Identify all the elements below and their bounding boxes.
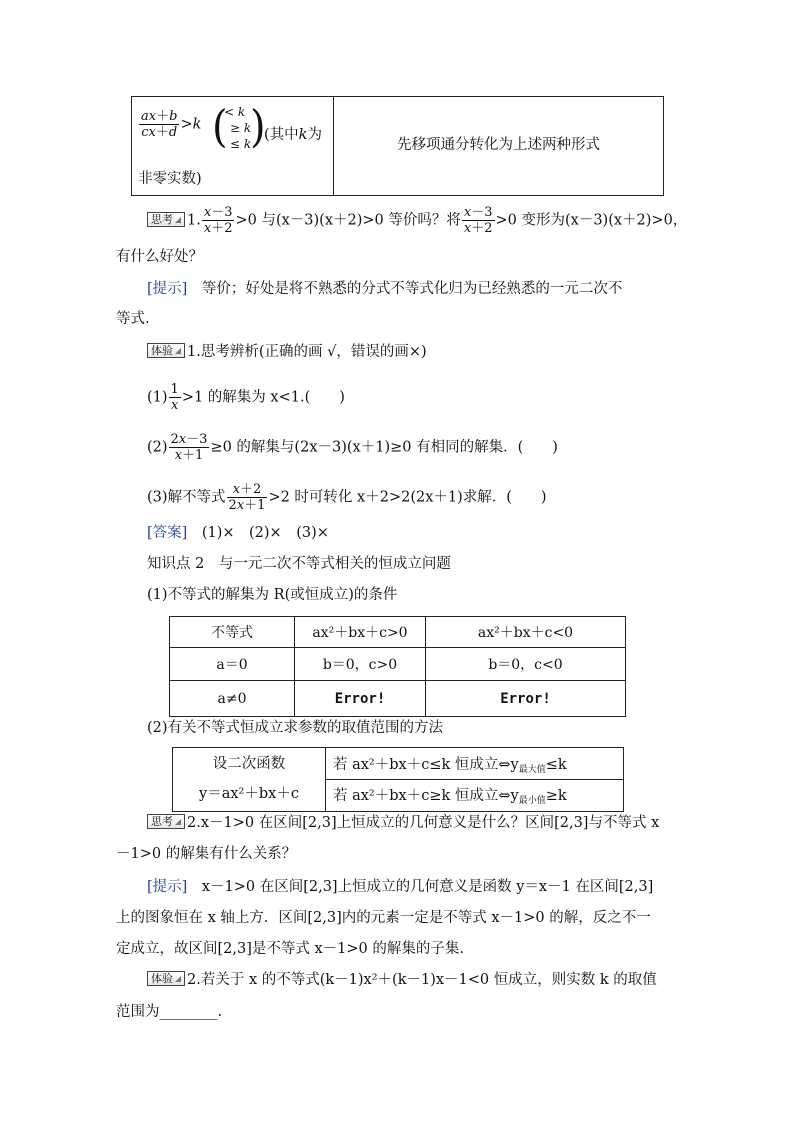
method-r1-pre: 若 ax²＋bx＋c≤k 恒成立⇔y <box>333 757 519 773</box>
exp2-line2: 范围为________. <box>116 1004 223 1020</box>
hint2-line1 <box>147 877 653 897</box>
cond-header-2: ax²＋bx＋c<0 <box>426 617 626 648</box>
experience2-tag: 体验 <box>147 971 185 986</box>
fraction-inequality: $\frac{ax+b}{cx+d}$ >k <box>141 109 202 140</box>
hint1-line1 <box>147 279 622 299</box>
think2-text1: 2.x－1>0 在区间[2,3]上恒成立的几何意义是什么？区间[2,3]与不等式 x <box>187 815 660 831</box>
cond-cell-1-1: Error! <box>295 681 426 717</box>
fraction-ax-b-cx-d: $\frac{ax+b}{cx+d}$ <box>141 109 178 140</box>
exp1-title <box>147 342 427 362</box>
hint-label: [提示] <box>147 281 188 297</box>
cond-cell-0-2: b＝0，c<0 <box>426 648 626 681</box>
think2-tag: 思考 <box>147 814 185 829</box>
fraction-1-x: $\frac{1}{x}$ <box>170 382 179 413</box>
think1-text-a: >0 与(x－3)(x＋2)>0 等价吗？将 <box>235 212 461 229</box>
hint1-line2: 等式. <box>116 311 150 327</box>
method-left-line1: 设二次函数 <box>212 756 286 772</box>
method-table <box>172 747 624 812</box>
left-cell-note <box>264 123 322 144</box>
exp1-title-text: 1.思考辨析(正确的画 √，错误的画×) <box>187 344 427 360</box>
exp1-q3 <box>147 482 547 513</box>
top-table <box>131 96 664 196</box>
left-cell-k: k <box>298 127 308 143</box>
answer1 <box>147 523 329 543</box>
method-r2-post: ≥k <box>545 788 567 804</box>
section2-sub2: (2)有关不等式恒成立求参数的取值范围的方法 <box>147 720 444 736</box>
think-tag: 思考 <box>147 212 185 227</box>
fraction-2x-3-x-1: $\frac{2x-3}{x+1}$ <box>170 432 208 463</box>
q3-post: >2 时可转化 x＋2>2(2x＋1)求解．( ) <box>268 489 547 506</box>
q1-post: >1 的解集为 x<1.( ) <box>181 389 345 406</box>
q2-post: ≥0 的解集与(2x－3)(x＋1)≥0 有相同的解集．( ) <box>210 439 558 456</box>
exp1-q1 <box>147 382 345 413</box>
method-left-line2: y＝ax²＋bx＋c <box>199 786 299 802</box>
method-right-row2 <box>333 784 567 806</box>
method-r1-post: ≤k <box>545 757 567 773</box>
fraction-x-2-2x-1: $\frac{x+2}{2x+1}$ <box>228 482 266 513</box>
cond-cell-1-0: a≠0 <box>170 681 295 717</box>
hint2-label: [提示] <box>147 879 188 895</box>
think1-line2: 有什么好处？ <box>116 249 203 265</box>
cases-bracket: ( < k ≥ k ≤ k ) <box>212 101 266 153</box>
method-r1-sub: 最大值 <box>518 765 546 775</box>
exp2-text1: 2.若关于 x 的不等式(k－1)x²＋(k－1)x－1<0 恒成立，则实数 k 的取值 <box>187 972 657 988</box>
answer1-text: (1)× (2)× (3)× <box>201 525 329 541</box>
think1-text-b: >0 变形为(x－3)(x＋2)>0， <box>495 212 688 229</box>
cond-cell-0-0: a＝0 <box>170 648 295 681</box>
left-cell-note-b: 为 <box>307 127 322 143</box>
top-table-left-cell <box>138 103 332 191</box>
left-cell-note-a: (其中 <box>264 127 299 143</box>
hint2-text1: x－1>0 在区间[2,3]上恒成立的几何意义是函数 y＝x－1 在区间[2,3] <box>201 879 654 895</box>
answer-label: [答案] <box>147 525 188 541</box>
method-right-row1 <box>333 753 567 775</box>
method-r2-pre: 若 ax²＋bx＋c≥k 恒成立⇔y <box>333 788 519 804</box>
experience-tag: 体验 <box>147 343 185 358</box>
exp2-line1 <box>147 970 657 990</box>
exp1-q2 <box>147 432 558 463</box>
cond-header-0: 不等式 <box>170 617 295 648</box>
think1-num: 1. <box>187 212 201 229</box>
hint2-line3: 定成立，故区间[2,3]是不等式 x－1>0 的解集的子集. <box>116 941 464 957</box>
section2-title: 知识点 2 与一元二次不等式相关的恒成立问题 <box>147 556 451 572</box>
section2-sub1: (1)不等式的解集为 R(或恒成立)的条件 <box>147 587 398 603</box>
q2-pre: (2) <box>147 439 168 456</box>
q3-pre: (3)解不等式 <box>147 489 226 506</box>
cond-cell-1-2: Error! <box>426 681 626 717</box>
fraction-x-3-x-2-b: $\frac{x-3}{x+2}$ <box>463 205 493 236</box>
hint2-line2: 上的图象恒在 x 轴上方．区间[2,3]内的元素一定是不等式 x－1>0 的解，反之不一 <box>116 910 651 926</box>
think2-line1 <box>147 813 659 833</box>
cond-header-1: ax²＋bx＋c>0 <box>295 617 426 648</box>
think1-line1 <box>147 205 687 236</box>
q1-pre: (1) <box>147 389 168 406</box>
cond-cell-0-1: b＝0，c>0 <box>295 648 426 681</box>
hint1-text: 等价；好处是将不熟悉的分式不等式化归为已经熟悉的一元二次不 <box>201 281 623 297</box>
top-table-right-cell: 先移项通分转化为上述两种形式 <box>397 137 600 153</box>
think2-line2: －1>0 的解集有什么关系？ <box>116 846 297 862</box>
fraction-x-3-x-2: $\frac{x-3}{x+2}$ <box>203 205 233 236</box>
left-cell-line2: 非零实数) <box>138 171 202 187</box>
method-divider-h <box>326 779 623 780</box>
condition-table <box>169 616 626 717</box>
method-r2-sub: 最小值 <box>518 796 546 806</box>
